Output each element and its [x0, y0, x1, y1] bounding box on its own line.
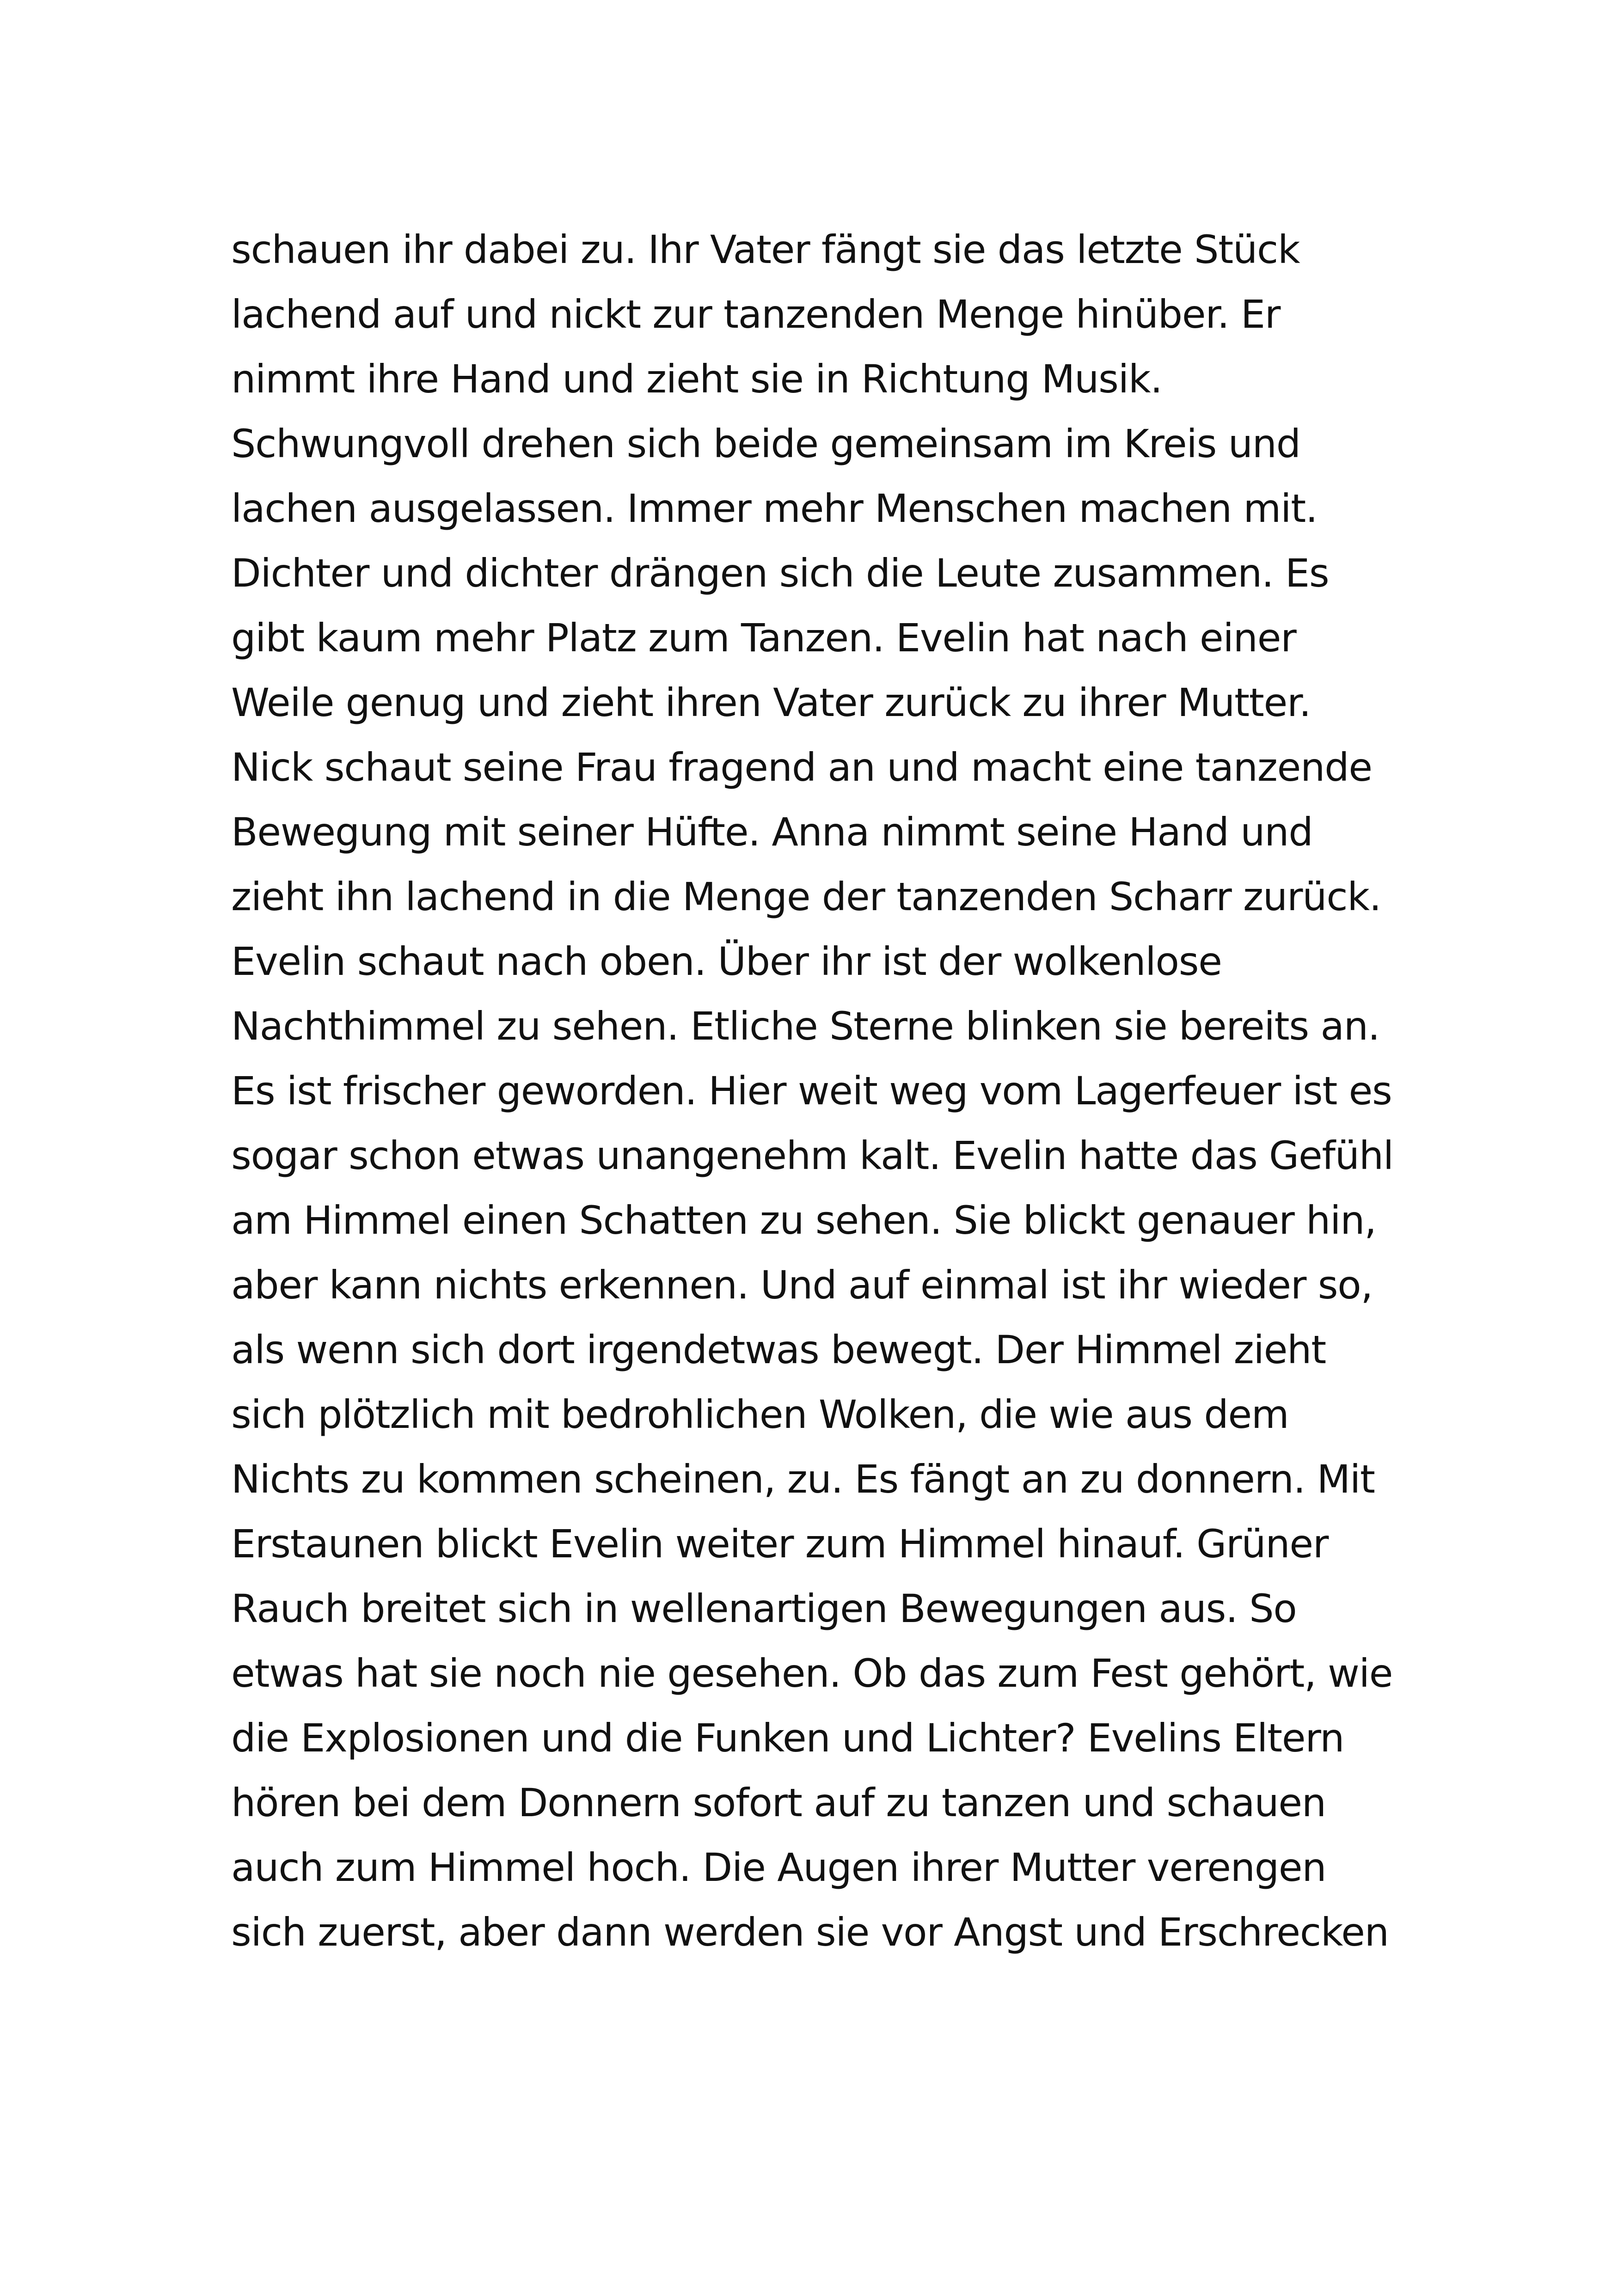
text-line: am Himmel einen Schatten zu sehen. Sie blickt genauer hin, — [231, 1198, 1376, 1243]
text-line: Es ist frischer geworden. Hier weit weg vom Lagerfeuer ist es — [231, 1068, 1392, 1114]
text-line: aber kann nichts erkennen. Und auf einmal ist ihr wieder so, — [231, 1262, 1373, 1308]
text-line: sich plötzlich mit bedrohlichen Wolken, die wie aus dem — [231, 1392, 1289, 1437]
text-line: gibt kaum mehr Platz zum Tanzen. Evelin hat nach einer — [231, 615, 1296, 661]
text-line: Rauch breitet sich in wellenartigen Bewegungen aus. So — [231, 1586, 1297, 1631]
text-line: nimmt ihre Hand und zieht sie in Richtung Musik. — [231, 356, 1162, 402]
text-line: Dichter und dichter drängen sich die Leute zusammen. Es — [231, 551, 1329, 596]
text-line: lachen ausgelassen. Immer mehr Menschen machen mit. — [231, 486, 1318, 531]
text-line: sich zuerst, aber dann werden sie vor Angst und Erschrecken — [231, 1910, 1389, 1955]
text-line: etwas hat sie noch nie gesehen. Ob das zum Fest gehört, wie — [231, 1651, 1393, 1696]
text-line: Bewegung mit seiner Hüfte. Anna nimmt seine Hand und — [231, 809, 1313, 855]
text-line: hören bei dem Donnern sofort auf zu tanzen und schauen — [231, 1780, 1326, 1825]
body-text — [231, 217, 1415, 1965]
text-line: Erstaunen blickt Evelin weiter zum Himmel hinauf. Grüner — [231, 1521, 1329, 1567]
text-line: Evelin schaut nach oben. Über ihr ist der wolkenlose — [231, 939, 1222, 984]
text-line: Weile genug und zieht ihren Vater zurück zu ihrer Mutter. — [231, 680, 1311, 725]
text-line: zieht ihn lachend in die Menge der tanzenden Scharr zurück. — [231, 874, 1381, 919]
text-line: sogar schon etwas unangenehm kalt. Evelin hatte das Gefühl — [231, 1133, 1394, 1178]
text-line: Schwungvoll drehen sich beide gemeinsam im Kreis und — [231, 421, 1300, 466]
text-line: Nichts zu kommen scheinen, zu. Es fängt an zu donnern. Mit — [231, 1457, 1375, 1502]
text-line: Nick schaut seine Frau fragend an und macht eine tanzende — [231, 745, 1372, 790]
text-line: als wenn sich dort irgendetwas bewegt. Der Himmel zieht — [231, 1327, 1326, 1372]
text-line: Nachthimmel zu sehen. Etliche Sterne blinken sie bereits an. — [231, 1004, 1380, 1049]
text-line: lachend auf und nickt zur tanzenden Menge hinüber. Er — [231, 292, 1281, 337]
text-line: schauen ihr dabei zu. Ihr Vater fängt sie das letzte Stück — [231, 227, 1300, 272]
text-line: die Explosionen und die Funken und Lichter? Evelins Eltern — [231, 1715, 1344, 1761]
text-line: auch zum Himmel hoch. Die Augen ihrer Mutter verengen — [231, 1845, 1326, 1890]
